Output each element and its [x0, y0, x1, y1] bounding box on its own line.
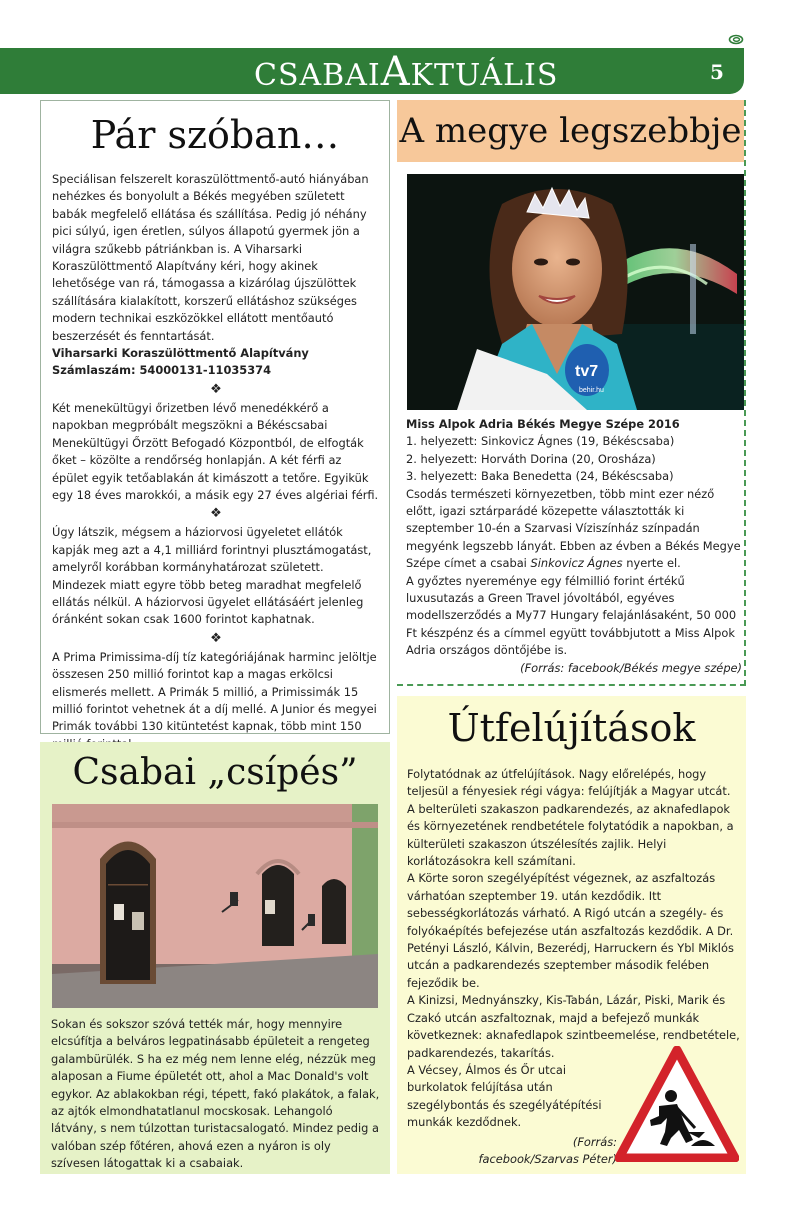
road-paragraph-4: A Vécsey, Álmos és Őr utcai burkolatok felújítása után szegélybontás és szegélyátépítési munkák kezdődnek. — [407, 1062, 602, 1130]
title-part-aktualis: KTUÁLIS — [410, 58, 559, 93]
swirl-icon — [728, 34, 744, 45]
foundation-name: Viharsarki Koraszülöttmentő Alapítvány — [52, 346, 309, 361]
megye-body — [406, 416, 742, 677]
road-paragraph-1: Folytatódnak az útfelújítások. Nagy előrelépés, hogy teljesül a fényesiek régi vágya: felújítják a Magyar utcát. A belterületi szakaszon padkarendezés, az aknafedlapok és környezetének rendbetétele folytatódik a napokban, a külterületi szakaszon útszélesítés zajlik. Helyi korlátozásokra kell számítani. — [407, 767, 734, 869]
page-header — [0, 48, 744, 94]
contest-text-part: Csodás természeti környezetben, több mint ezer néző előtt, igazi sztárparádé közepette választották ki szeptember 10-én a Szarvasi Víziszínház színpadán megyénk legszebb lányát. Ebben az évben a Békés Megye Szépe címet a csabai — [406, 486, 741, 571]
beauty-queen-photo — [407, 174, 744, 410]
roadworks-sign-icon — [615, 1046, 739, 1162]
news-paragraph-ambulance: Speciálisan felszerelt koraszülöttmentő-autó hiányában nehézkes és bonyolult a Békés megyében született babák megfelelő ellátása és szállítása. Pedig jó néhány pici súlyú, igen éretlen, súlyos állapotú gyermek jön a világra szűkebb pátriánkban is. A Viharsarki Koraszülöttmentő Alapítvány kéri, hogy akinek lehetősége van rá, támogassa a kizárólag újszülöttek szállítására kialakított, korszerű ellátáshoz szükséges modern technikai eszközökkel ellátott mentőautó beszerzését és fenntartását. — [52, 172, 369, 343]
section-title-csipes: Csabai „csípés” — [72, 752, 358, 793]
prize-paragraph: A győztes nyereménye egy félmillió forint értékű luxusutazás a Green Travel jóvoltából, egyéves modellszerződés a My77 Hungary felajánlásaként, 50 000 Ft készpénz és a címmel együtt továbbjutott a Miss Alpok Adria országos döntőjébe is. — [406, 573, 737, 658]
road-paragraph-2: A Körte soron szegélyépítést végeznek, az aszfaltozás várhatóan szeptember 19. után kezdődik. Itt sebességkorlátozás várható. A Rigó utcán a szegély- és folyókaépítés befejezése után aszfaltozás kezdődik. A Dr. Petényi László, Kálvin, Bezerédj, Harruckern és Ybl Miklós utcán a padkarendezés szeptember második felében fejeződik be. — [407, 871, 734, 990]
road-paragraph-3: A Kinizsi, Mednyánszky, Kis-Tabán, Lázár, Piski, Marik és Czakó utcán aszfaltoznak, majd a befejező munkák következnek: aknafedlapok szintbeemelése, rendbetétele, padkarendezés, takarítás. — [407, 993, 740, 1060]
building-photo — [52, 804, 378, 1008]
place-2: 2. helyezett: Horváth Dorina (20, Orosháza) — [406, 451, 656, 466]
csabai-csipes-section — [40, 742, 390, 1174]
winner-name: Sinkovicz Ágnes — [530, 556, 623, 571]
csipes-body — [51, 1016, 381, 1173]
separator-icon: ❖ — [210, 506, 222, 522]
magazine-title — [254, 50, 558, 98]
section-title-par-szoban: Pár szóban… — [90, 113, 340, 157]
microphone-site-label: behir.hu — [579, 387, 604, 394]
par-szoban-section — [40, 100, 390, 734]
road-source-line-1: (Forrás: — [572, 1135, 617, 1149]
contest-heading: Miss Alpok Adria Békés Megye Szépe 2016 — [406, 417, 680, 431]
road-source-credit — [407, 1134, 617, 1169]
source-credit: (Forrás: facebook/Békés megye szépe) — [520, 660, 742, 675]
separator-icon: ❖ — [210, 381, 222, 397]
news-paragraph-prima: A Prima Primissima-díj tíz kategóriájának harminc jelöltje összesen 250 millió forintot kap a magas erkölcsi elismerés mellett. A Primák 5 millió, a Primissimák 15 millió forintot vehetnek át a díj mellé. A Junior és megyei Primák további 130 kitüntetést kapnak, több mint 150 — [52, 649, 377, 734]
megye-legszebbje-section — [397, 100, 746, 686]
separator-icon: ❖ — [210, 630, 222, 646]
tv7-logo: tv7 — [575, 363, 599, 380]
title-initial: A — [380, 49, 411, 95]
account-number: Számlaszám: 54000131-11035374 — [52, 363, 272, 378]
title-part-csabai: CSABAI — [254, 58, 381, 93]
csipes-paragraph: Sokan és sokszor szóvá tették már, hogy mennyire elcsúfítja a belváros legpatinásabb épületeit a rengeteg galambürülék. S ha ez még nem lenne elég, nézzük meg alaposan a Fiume épületét ott, ahol a Mac Donald's volt egykor. Az ablakokban régi, tépett, fakó plakátok, a falak, az ajtók elmondhatatlanul mocskosak. Lehangoló látvány, s nem túlzottan turistacsalogató. Mindez pedig a valóban szép főtéren, ahová ezen a nyáron is oly szívesen látogattak ki a csabaiak. — [51, 1017, 380, 1171]
news-paragraph-doctors: Úgy látszik, mégsem a háziorvosi ügyeletet ellátók kapják meg azt a 4,1 milliárd forintnyi plusztámogatást, amelyről korábban kormányhatározat született. Mindezek miatt egyre több beteg maradhat megfelelő ellátás nélkül. A háziorvosi ügyelet ellátásáért jelenleg óránként sokan csak 1600 forintot kaphatnak. — [52, 525, 372, 627]
road-source-line-2: facebook/Szarvas Péter) — [478, 1152, 617, 1167]
section-title-megye: A megye legszebbje — [397, 100, 744, 162]
par-szoban-body — [52, 171, 380, 753]
contest-text-end: nyerte el. — [622, 556, 681, 571]
section-title-ut: Útfelújítások — [447, 706, 696, 750]
news-paragraph-refugees: Két menekültügyi őrizetben lévő menedékkérő a napokban megpróbált megszökni a Békéscsabai Menekültügyi Őrzött Befogadó Központból, de elfogták őket – közölte a rendőrség honlapján. A két férfi az épület egyik tetőablakán át kimászott a tetőre. Egyikük egy 18 éves marokkói, a másik egy 27 éves algériai férfi. — [52, 400, 379, 502]
place-1: 1. helyezett: Sinkovicz Ágnes (19, Békéscsaba) — [406, 434, 675, 449]
contest-paragraph — [406, 486, 742, 573]
page-number: 5 — [710, 60, 724, 84]
place-3: 3. helyezett: Baka Benedetta (24, Békéscsaba) — [406, 469, 674, 484]
utfelujitasok-section — [397, 696, 746, 1174]
